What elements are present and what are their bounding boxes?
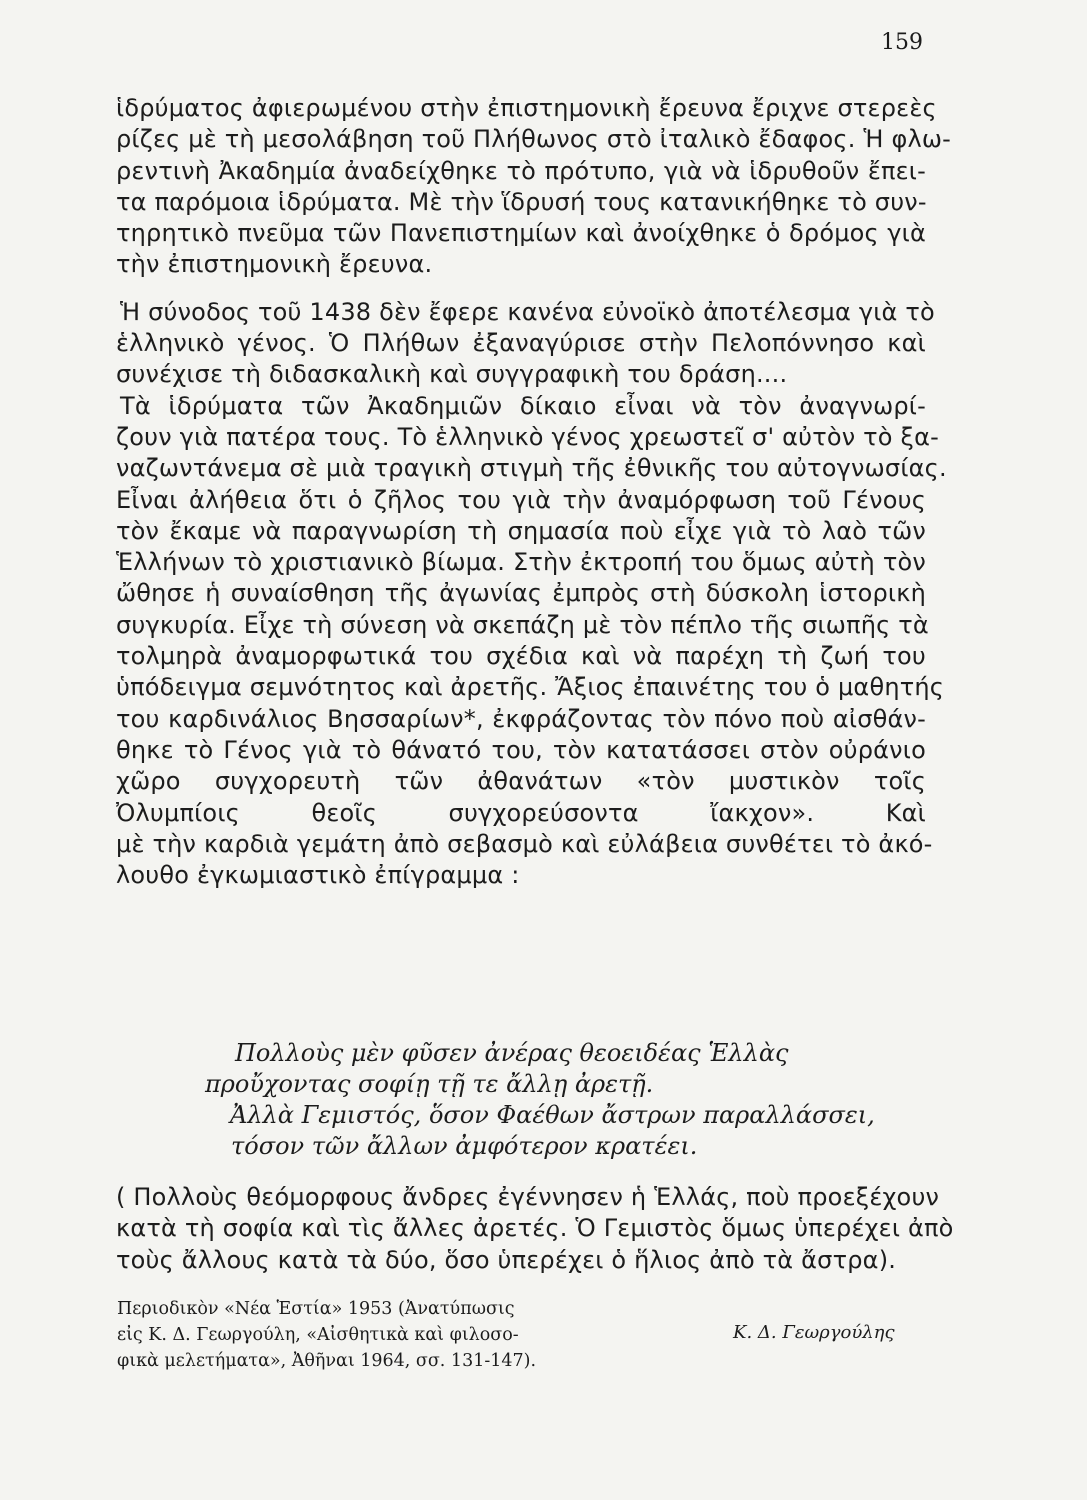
text-line: ρίζες μὲ τὴ μεσολάβηση τοῦ Πλήθωνος στὸ ἰταλικὸ ἔδαφος. Ἡ φλω- (116, 125, 952, 154)
text-line: συνέχισε τὴ διδασκαλικὴ καὶ συγγραφικὴ του δράση.... (116, 360, 788, 389)
epigram-line: προὔχοντας σοφίῃ τῇ τε ἄλλῃ ἀρετῇ. (205, 1070, 654, 1098)
text-line: κατὰ τὴ σοφία καὶ τὶς ἄλλες ἀρετές. Ὁ Γεμιστὸς ὅμως ὑπερέχει ἀπὸ (116, 1214, 954, 1243)
epigram (205, 1038, 925, 1162)
footnote (117, 1296, 627, 1374)
text-line: τοὺς ἄλλους κατὰ τὰ δύο, ὅσο ὑπερέχει ὁ ἥλιος ἀπὸ τὰ ἄστρα). (116, 1245, 897, 1274)
text-line: Ἑλλήνων τὸ χριστιανικὸ βίωμα. Στὴν ἐκτροπή του ὅμως αὐτὴ τὸν (116, 548, 926, 577)
text-line: του καρδινάλιος Βησσαρίων*, ἐκφράζοντας τὸν πόνο ποὺ αἰσθάν- (116, 704, 926, 733)
text-line: μὲ τὴν καρδιὰ γεμάτη ἀπὸ σεβασμὸ καὶ εὐλάβεια συνθέτει τὸ ἀκό- (116, 829, 933, 858)
paragraph-1 (116, 93, 952, 281)
text-line: θηκε τὸ Γένος γιὰ τὸ θάνατό του, τὸν κατατάσσει στὸν οὐράνιο (116, 735, 926, 764)
text-line: τολμηρὰ ἀναμορφωτικά του σχέδια καὶ νὰ παρέχη τὴ ζωή του (116, 642, 926, 671)
page-number: 159 (881, 30, 923, 55)
paragraph-2 (116, 297, 935, 391)
epigram-line: τόσον τῶν ἄλλων ἀμφότερον κρατέει. (231, 1132, 698, 1160)
main-text (116, 93, 952, 891)
text-line: συγκυρία. Εἶχε τὴ σύνεση νὰ σκεπάζη μὲ τὸν πέπλο τῆς σιωπῆς τὰ (116, 610, 929, 639)
epigram-line: Πολλοὺς μὲν φῦσεν ἀνέρας θεοειδέας Ἑλλὰς (235, 1039, 789, 1067)
footnote-line: Περιοδικὸν «Νέα Ἑστία» 1953 (Ἀνατύπωσις (117, 1299, 515, 1319)
text-line: χῶρο συγχορευτὴ τῶν ἀθανάτων «τὸν μυστικὸν τοῖς (116, 767, 926, 796)
text-line: Ὀλυμπίοις θεοῖς συγχορεύσοντα ἴακχον». Καὶ (116, 798, 926, 827)
text-line: λουθο ἐγκωμιαστικὸ ἐπίγραμμα : (116, 861, 520, 890)
text-line: τηρητικὸ πνεῦμα τῶν Πανεπιστημίων καὶ ἀνοίχθηκε ὁ δρόμος γιὰ (116, 219, 926, 248)
text-line: ( Πολλοὺς θεόμορφους ἄνδρες ἐγέννησεν ἡ Ἑλλάς, ποὺ προεξέχουν (116, 1183, 940, 1211)
text-line: Τὰ ἱδρύματα τῶν Ἀκαδημιῶν δίκαιο εἶναι νὰ τὸν ἀναγνωρί- (120, 391, 926, 420)
footnote-line: εἰς Κ. Δ. Γεωργούλη, «Αἰσθητικὰ καὶ φιλοσο- (117, 1325, 519, 1345)
text-line: ὑπόδειγμα σεμνότητος καὶ ἀρετῆς. Ἄξιος ἐπαινέτης του ὁ μαθητής (116, 673, 945, 702)
text-line: ἑλληνικὸ γένος. Ὁ Πλήθων ἐξαναγύρισε στὴν Πελοπόννησο καὶ (116, 329, 926, 358)
text-line: ζουν γιὰ πατέρα τους. Τὸ ἑλληνικὸ γένος χρεωστεῖ σ' αὐτὸν τὸ ξα- (116, 422, 939, 451)
translation (116, 1182, 954, 1276)
text-line: ναζωντάνεμα σὲ μιὰ τραγικὴ στιγμὴ τῆς ἐθνικῆς του αὐτογνωσίας. (116, 454, 947, 483)
author-signature: Κ. Δ. Γεωργούλης (733, 1322, 895, 1343)
text-line: τὸν ἔκαμε νὰ παραγνωρίση τὴ σημασία ποὺ εἶχε γιὰ τὸ λαὸ τῶν (116, 516, 926, 545)
text-line: Ἡ σύνοδος τοῦ 1438 δὲν ἔφερε κανένα εὐνοϊκὸ ἀποτέλεσμα γιὰ τὸ (120, 297, 935, 326)
text-line: τα παρόμοια ἱδρύματα. Μὲ τὴν ἵδρυσή τους κατανικήθηκε τὸ συν- (116, 187, 927, 216)
paragraph-3 (116, 391, 947, 892)
epigram-line: Ἀλλὰ Γεμιστός, ὅσον Φαέθων ἄστρων παραλλάσσει, (230, 1101, 875, 1129)
text-line: ὤθησε ἡ συναίσθηση τῆς ἀγωνίας ἐμπρὸς στὴ δύσκολη ἱστορικὴ (116, 579, 926, 608)
text-line: τὴν ἐπιστημονικὴ ἔρευνα. (116, 250, 433, 279)
text-line: ρεντινὴ Ἀκαδημία ἀναδείχθηκε τὸ πρότυπο, γιὰ νὰ ἱδρυθοῦν ἔπει- (116, 156, 926, 185)
text-line: Εἶναι ἀλήθεια ὅτι ὁ ζῆλος του γιὰ τὴν ἀναμόρφωση τοῦ Γένους (116, 485, 926, 514)
footnote-line: φικὰ μελετήματα», Ἀθῆναι 1964, σσ. 131-147). (117, 1351, 537, 1371)
text-line: ἱδρύματος ἀφιερωμένου στὴν ἐπιστημονικὴ ἔρευνα ἔριχνε στερεὲς (116, 94, 937, 122)
